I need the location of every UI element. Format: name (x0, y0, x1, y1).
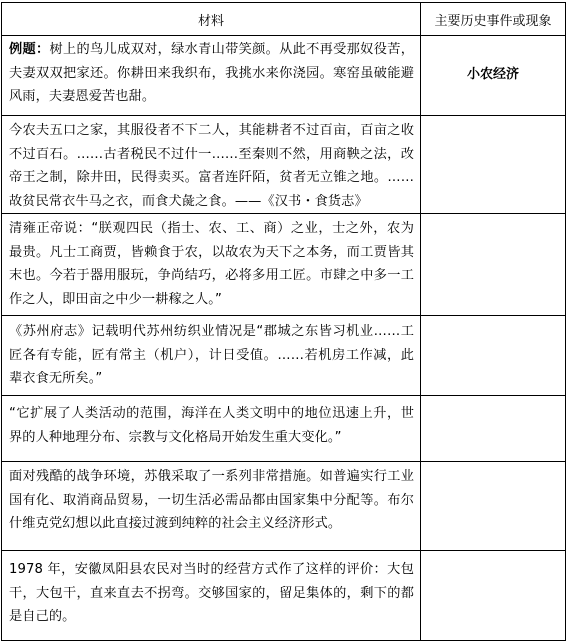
event-cell[interactable] (421, 396, 566, 462)
event-answer (421, 551, 565, 578)
event-cell[interactable] (421, 214, 566, 316)
material-text: 《苏州府志》记载明代苏州纺织业情况是“郡城之东皆习机业……工匠各有专能，匠有常主（机户），计日受值。……若机房工作减，此辈衣食无所矣。” (9, 324, 414, 386)
table-row (2, 116, 566, 214)
material-cell (2, 214, 421, 316)
event-answer (421, 214, 565, 241)
event-cell[interactable] (421, 551, 566, 641)
material-cell (2, 36, 421, 116)
event-answer: 小农经济 (466, 67, 519, 82)
material-text: 清雍正帝说：“朕观四民（指士、农、工、商）之业，士之外，农为最贵。凡士工商贾，皆赖食于农，以故农为天下之本务，而工贾皆其末也。今若于器用服玩，争尚结巧，必将多用工匠。市肆之中多一工作之人，即田亩之中少一耕稼之人。” (9, 221, 414, 307)
table-row (2, 36, 566, 116)
header-material: 材料 (2, 3, 421, 36)
material-body: 树上的鸟儿成双对，绿水青山带笑颜。从此不再受那奴役苦，夫妻双双把家还。你耕田来我织布，我挑水来你浇园。寒窑虽破能避风雨，夫妻恩爱苦也甜。 (9, 42, 414, 104)
material-cell (2, 316, 421, 396)
materials-table (1, 2, 566, 641)
table-row (2, 214, 566, 316)
header-row (2, 3, 566, 36)
material-cell (2, 462, 421, 551)
material-text: 1978 年，安徽凤阳县农民对当时的经营方式作了这样的评价：大包干，大包干，直来直去不拐弯。交够国家的，留足集体的，剩下的都是自己的。 (9, 562, 414, 624)
material-text: 面对残酷的战争环境，苏俄采取了一系列非常措施。如普遍实行工业国有化、取消商品贸易，一切生活必需品都由国家集中分配等。布尔什维克党幻想以此直接过渡到纯粹的社会主义经济形式。 (9, 469, 414, 531)
event-cell[interactable] (421, 316, 566, 396)
material-cell (2, 396, 421, 462)
event-cell[interactable] (421, 462, 566, 551)
example-label: 例题： (9, 42, 50, 57)
material-cell (2, 116, 421, 214)
event-answer (421, 116, 565, 143)
header-event: 主要历史事件或现象 (421, 3, 566, 36)
event-cell[interactable] (421, 36, 566, 116)
material-text (2, 36, 420, 109)
event-answer (421, 316, 565, 343)
event-answer (421, 396, 565, 423)
table-row (2, 316, 566, 396)
table-row (2, 551, 566, 641)
table-row (2, 462, 566, 551)
event-answer (421, 462, 565, 489)
event-cell[interactable] (421, 116, 566, 214)
table-row (2, 396, 566, 462)
material-text: 今农夫五口之家，其服役者不下二人，其能耕者不过百亩，百亩之收不过百石。……古者税民不过什一……至秦则不然，用商鞅之法，改帝王之制，除井田，民得卖买。富者连阡陌，贫者无立锥之地。……故贫民常衣牛马之衣，而食犬彘之食。——《汉书・食货志》 (9, 123, 414, 209)
material-text: “它扩展了人类活动的范围，海洋在人类文明中的地位迅速上升，世界的人种地理分布、宗教与文化格局开始发生重大变化。” (9, 406, 414, 445)
material-cell (2, 551, 421, 641)
